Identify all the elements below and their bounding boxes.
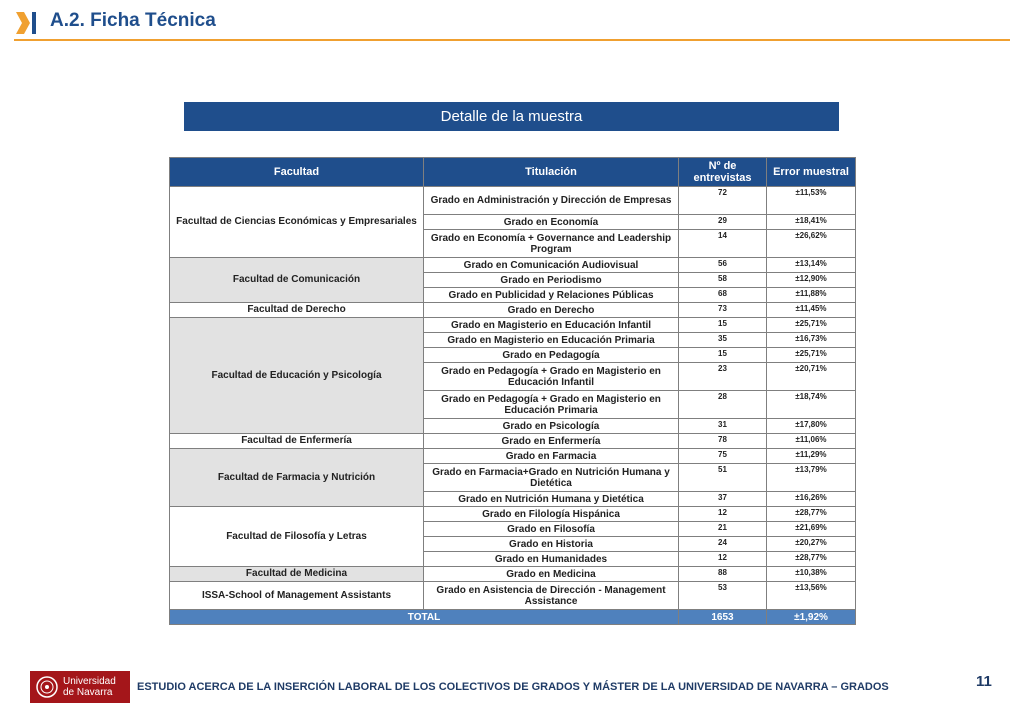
cell-titulacion: Grado en Administración y Dirección de Empresas — [424, 187, 679, 215]
chevron-logo-icon — [14, 10, 38, 36]
header-error: Error muestral — [767, 158, 856, 187]
cell-titulacion: Grado en Economía — [424, 215, 679, 230]
cell-error: ±26,62% — [767, 230, 856, 258]
cell-titulacion: Grado en Farmacia+Grado en Nutrición Humana y Dietética — [424, 464, 679, 492]
cell-error: ±18,74% — [767, 391, 856, 419]
cell-entrevistas: 73 — [679, 303, 767, 318]
university-logo — [30, 671, 130, 703]
cell-titulacion: Grado en Nutrición Humana y Dietética — [424, 492, 679, 507]
logo-line-2: de Navarra — [63, 687, 113, 698]
page-title: A.2. Ficha Técnica — [50, 10, 216, 31]
cell-error: ±16,73% — [767, 333, 856, 348]
cell-entrevistas: 78 — [679, 434, 767, 449]
cell-error: ±13,79% — [767, 464, 856, 492]
cell-error: ±20,27% — [767, 537, 856, 552]
total-error: ±1,92% — [767, 610, 856, 625]
total-entrevistas: 1653 — [679, 610, 767, 625]
header-entrevistas: Nº de entrevistas — [679, 158, 767, 187]
cell-error: ±21,69% — [767, 522, 856, 537]
cell-error: ±25,71% — [767, 318, 856, 333]
cell-titulacion: Grado en Humanidades — [424, 552, 679, 567]
cell-error: ±16,26% — [767, 492, 856, 507]
cell-facultad: Facultad de Medicina — [170, 567, 424, 582]
cell-titulacion: Grado en Publicidad y Relaciones Públicas — [424, 288, 679, 303]
cell-titulacion: Grado en Magisterio en Educación Infantil — [424, 318, 679, 333]
cell-entrevistas: 56 — [679, 258, 767, 273]
cell-titulacion: Grado en Derecho — [424, 303, 679, 318]
cell-entrevistas: 15 — [679, 318, 767, 333]
cell-facultad: Facultad de Ciencias Económicas y Empresariales — [170, 187, 424, 258]
cell-entrevistas: 24 — [679, 537, 767, 552]
header-titulacion: Titulación — [424, 158, 679, 187]
cell-error: ±13,56% — [767, 582, 856, 610]
cell-error: ±11,88% — [767, 288, 856, 303]
cell-facultad: ISSA-School of Management Assistants — [170, 582, 424, 610]
university-seal-icon — [36, 676, 58, 698]
cell-error: ±28,77% — [767, 552, 856, 567]
page-number: 11 — [976, 673, 992, 690]
header-facultad: Facultad — [170, 158, 424, 187]
cell-titulacion: Grado en Periodismo — [424, 273, 679, 288]
cell-error: ±20,71% — [767, 363, 856, 391]
cell-facultad: Facultad de Farmacia y Nutrición — [170, 449, 424, 507]
table-row — [170, 434, 856, 449]
logo-line-1: Universidad — [63, 676, 116, 687]
footer-study-title: ESTUDIO ACERCA DE LA INSERCIÓN LABORAL DE LOS COLECTIVOS DE GRADOS Y MÁSTER DE LA UNIVERSIDAD DE NAVARRA – GRADOS — [137, 681, 889, 693]
cell-error: ±11,53% — [767, 187, 856, 215]
total-row — [170, 610, 856, 625]
cell-entrevistas: 12 — [679, 507, 767, 522]
cell-entrevistas: 21 — [679, 522, 767, 537]
cell-entrevistas: 23 — [679, 363, 767, 391]
cell-facultad: Facultad de Derecho — [170, 303, 424, 318]
cell-titulacion: Grado en Pedagogía + Grado en Magisterio en Educación Infantil — [424, 363, 679, 391]
cell-titulacion: Grado en Economía + Governance and Leadership Program — [424, 230, 679, 258]
header-divider — [14, 39, 1010, 41]
cell-error: ±11,29% — [767, 449, 856, 464]
cell-error: ±25,71% — [767, 348, 856, 363]
table-row — [170, 449, 856, 464]
cell-entrevistas: 37 — [679, 492, 767, 507]
cell-error: ±10,38% — [767, 567, 856, 582]
cell-titulacion: Grado en Filología Hispánica — [424, 507, 679, 522]
sample-table — [169, 157, 856, 625]
cell-entrevistas: 29 — [679, 215, 767, 230]
cell-entrevistas: 31 — [679, 419, 767, 434]
cell-titulacion: Grado en Asistencia de Dirección - Management Assistance — [424, 582, 679, 610]
cell-error: ±11,45% — [767, 303, 856, 318]
section-banner: Detalle de la muestra — [184, 102, 839, 131]
cell-titulacion: Grado en Historia — [424, 537, 679, 552]
cell-entrevistas: 51 — [679, 464, 767, 492]
cell-facultad: Facultad de Comunicación — [170, 258, 424, 303]
cell-titulacion: Grado en Enfermería — [424, 434, 679, 449]
cell-error: ±28,77% — [767, 507, 856, 522]
cell-titulacion: Grado en Magisterio en Educación Primaria — [424, 333, 679, 348]
cell-entrevistas: 35 — [679, 333, 767, 348]
cell-titulacion: Grado en Pedagogía — [424, 348, 679, 363]
cell-error: ±17,80% — [767, 419, 856, 434]
cell-facultad: Facultad de Educación y Psicología — [170, 318, 424, 434]
cell-facultad: Facultad de Filosofía y Letras — [170, 507, 424, 567]
table-row — [170, 258, 856, 273]
table-row — [170, 187, 856, 215]
cell-titulacion: Grado en Medicina — [424, 567, 679, 582]
table-row — [170, 507, 856, 522]
cell-titulacion: Grado en Comunicación Audiovisual — [424, 258, 679, 273]
table-header-row — [170, 158, 856, 187]
cell-entrevistas: 28 — [679, 391, 767, 419]
cell-titulacion: Grado en Farmacia — [424, 449, 679, 464]
cell-error: ±11,06% — [767, 434, 856, 449]
total-label: TOTAL — [170, 610, 679, 625]
cell-entrevistas: 75 — [679, 449, 767, 464]
cell-error: ±13,14% — [767, 258, 856, 273]
cell-entrevistas: 72 — [679, 187, 767, 215]
cell-titulacion: Grado en Pedagogía + Grado en Magisterio en Educación Primaria — [424, 391, 679, 419]
cell-entrevistas: 68 — [679, 288, 767, 303]
table-row — [170, 303, 856, 318]
cell-entrevistas: 15 — [679, 348, 767, 363]
cell-titulacion: Grado en Filosofía — [424, 522, 679, 537]
table-row — [170, 567, 856, 582]
cell-entrevistas: 88 — [679, 567, 767, 582]
cell-facultad: Facultad de Enfermería — [170, 434, 424, 449]
cell-entrevistas: 12 — [679, 552, 767, 567]
cell-entrevistas: 53 — [679, 582, 767, 610]
table-row — [170, 582, 856, 610]
cell-entrevistas: 58 — [679, 273, 767, 288]
cell-error: ±12,90% — [767, 273, 856, 288]
cell-error: ±18,41% — [767, 215, 856, 230]
table-row — [170, 318, 856, 333]
cell-titulacion: Grado en Psicología — [424, 419, 679, 434]
cell-entrevistas: 14 — [679, 230, 767, 258]
